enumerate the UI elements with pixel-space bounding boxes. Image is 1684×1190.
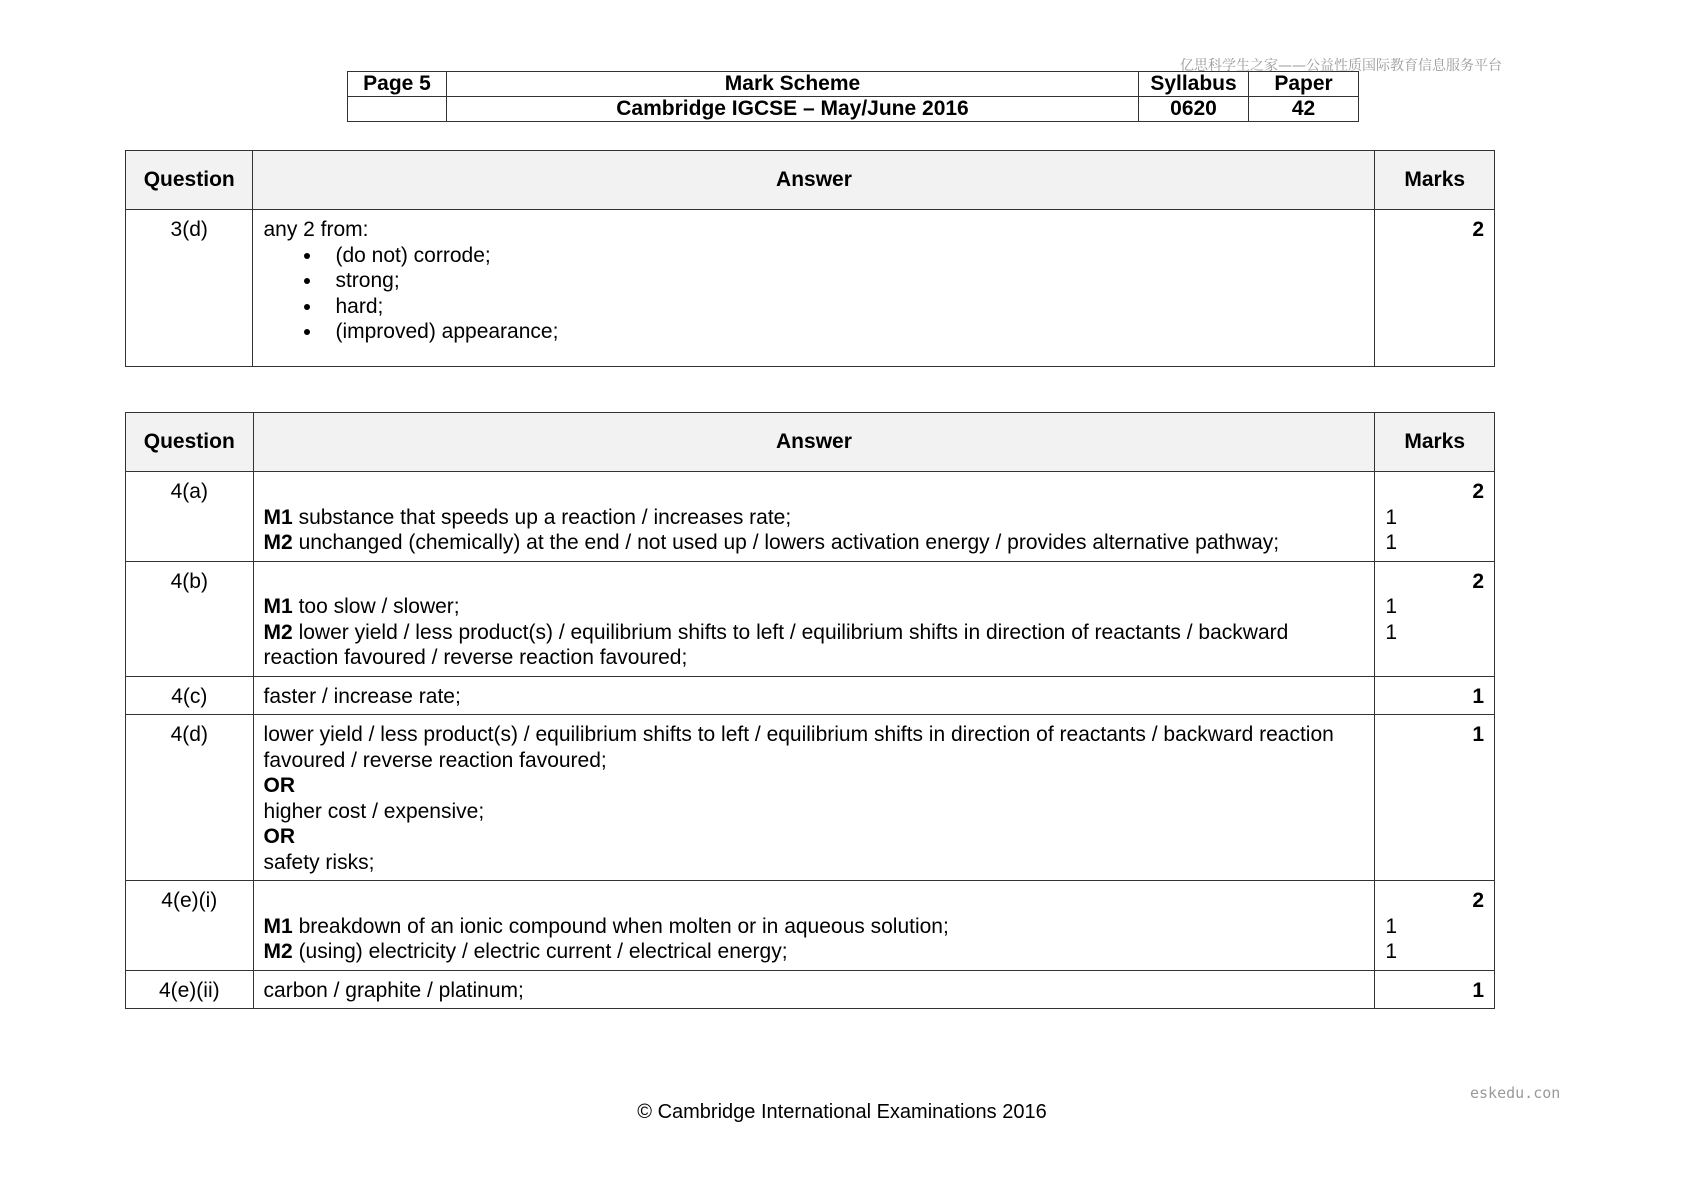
m1-mark: 1 (1385, 595, 1398, 618)
m1-label: M1 (263, 505, 293, 529)
m2-label: M2 (263, 940, 293, 963)
marks-cell (1375, 472, 1495, 562)
header-blank-cell (348, 97, 447, 122)
mark-scheme-table-2 (125, 412, 1495, 1009)
marks-total: 2 (1375, 210, 1495, 367)
answer-m1 (264, 505, 1365, 531)
answer-m1 (264, 594, 1365, 620)
list-item: • strong; (323, 268, 1364, 294)
document-title: Mark Scheme (447, 72, 1139, 97)
table-row (126, 676, 1495, 715)
m2-mark: 1 (1385, 940, 1398, 963)
m2-label: M2 (263, 620, 293, 644)
list-item: • (improved) appearance; (323, 319, 1364, 345)
marks-total: 2 (1472, 889, 1484, 912)
answer-cell (253, 561, 1375, 676)
answer-m2 (264, 939, 1365, 965)
answer-m2 (264, 620, 1365, 671)
column-header-answer: Answer (253, 413, 1375, 472)
marks-total: 2 (1472, 569, 1484, 593)
copyright-footer: © Cambridge International Examinations 2016 (637, 1101, 1047, 1123)
question-number: 4(e)(i) (126, 881, 254, 971)
table-row (126, 472, 1495, 562)
m1-mark: 1 (1385, 505, 1398, 529)
column-header-question: Question (126, 151, 253, 210)
m2-mark: 1 (1385, 620, 1398, 644)
marks-total: 2 (1472, 480, 1484, 503)
list-item: • hard; (323, 294, 1364, 320)
answer-line: lower yield / less product(s) / equilibrium shifts to left / equilibrium shifts in direction of reactants / backward reaction favoured / reverse reaction favoured; (263, 723, 1334, 772)
question-number: 3(d) (126, 210, 253, 367)
marks-total: 1 (1375, 676, 1495, 715)
answer-cell (253, 881, 1375, 971)
watermark-bottom: eskedu.con (1470, 1084, 1561, 1102)
m1-mark: 1 (1385, 914, 1398, 938)
answer-cell: carbon / graphite / platinum; (253, 970, 1375, 1009)
m2-text: (using) electricity / electric current / electrical energy; (292, 940, 788, 963)
list-item: • (do not) corrode; (323, 243, 1364, 269)
m1-text: substance that speeds up a reaction / increases rate; (292, 505, 792, 529)
or-label: OR (263, 825, 296, 848)
watermark-top: 亿思科学生之家——公益性质国际教育信息服务平台 (1180, 58, 1502, 74)
answer-cell (253, 472, 1375, 562)
answer-bullet-list (263, 243, 1364, 345)
m2-label: M2 (263, 531, 293, 554)
m1-label: M1 (263, 595, 293, 618)
m2-text: unchanged (chemically) at the end / not used up / lowers activation energy / provides alternative pathway; (292, 531, 1280, 554)
table-row (126, 970, 1495, 1009)
m1-text: too slow / slower; (292, 595, 460, 618)
answer-line: higher cost / expensive; (263, 799, 485, 823)
question-number: 4(b) (126, 561, 254, 676)
mark-scheme-table-1 (125, 150, 1495, 367)
marks-total: 1 (1375, 970, 1495, 1009)
or-label: OR (263, 774, 296, 797)
question-number: 4(d) (126, 715, 254, 881)
question-number: 4(e)(ii) (126, 970, 254, 1009)
paper-number: 42 (1249, 97, 1359, 122)
table-row (126, 210, 1495, 367)
column-header-marks: Marks (1375, 151, 1495, 210)
marks-cell (1375, 561, 1495, 676)
m1-text: breakdown of an ionic compound when molten or in aqueous solution; (292, 914, 949, 938)
table-row (126, 715, 1495, 881)
page-header-table (347, 71, 1359, 122)
answer-m1 (264, 914, 1365, 940)
column-header-answer: Answer (253, 151, 1375, 210)
table-row (126, 881, 1495, 971)
syllabus-label: Syllabus (1139, 72, 1249, 97)
column-header-marks: Marks (1375, 413, 1495, 472)
question-number: 4(a) (126, 472, 254, 562)
column-header-question: Question (126, 413, 254, 472)
m2-mark: 1 (1385, 531, 1398, 554)
answer-cell: faster / increase rate; (253, 676, 1375, 715)
answer-cell (253, 715, 1375, 881)
answer-m2 (264, 530, 1365, 556)
m1-label: M1 (263, 914, 293, 938)
page-number: Page 5 (348, 72, 447, 97)
question-number: 4(c) (126, 676, 254, 715)
table-row (126, 561, 1495, 676)
answer-line: safety risks; (263, 850, 375, 874)
answer-cell (253, 210, 1375, 367)
marks-cell (1375, 881, 1495, 971)
exam-name: Cambridge IGCSE – May/June 2016 (447, 97, 1139, 122)
m2-text: lower yield / less product(s) / equilibrium shifts to left / equilibrium shifts in direction of reactants / backward reaction favoured / reverse reaction favoured; (263, 620, 1289, 669)
syllabus-code: 0620 (1139, 97, 1249, 122)
answer-intro: any 2 from: (263, 218, 369, 241)
paper-label: Paper (1249, 72, 1359, 97)
marks-total: 1 (1375, 715, 1495, 881)
